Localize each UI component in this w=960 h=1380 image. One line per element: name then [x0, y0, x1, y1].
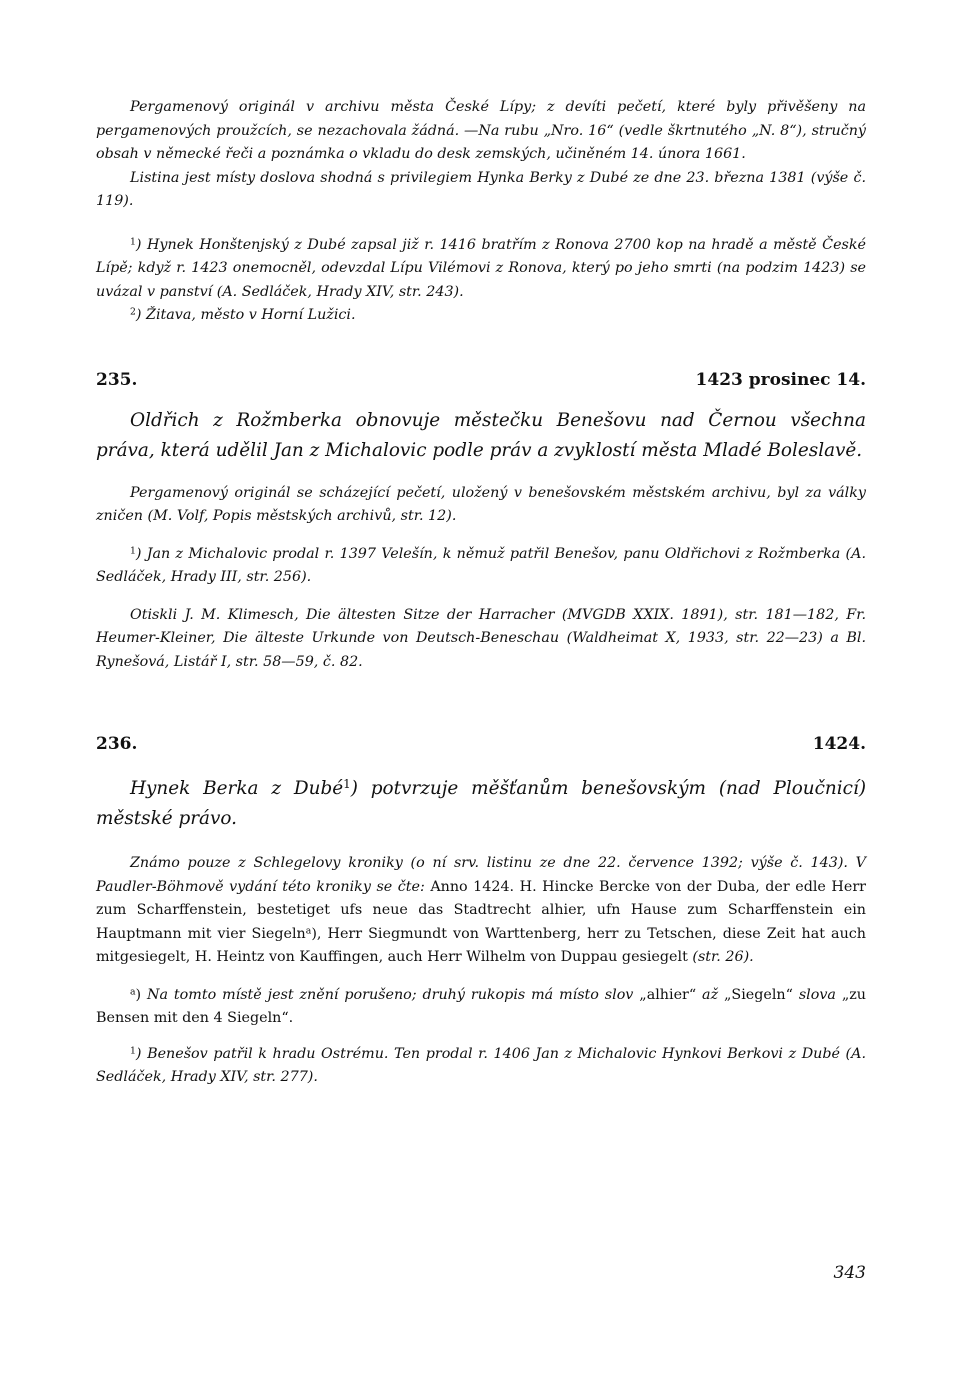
footnote-text: Na tomto místě jest znění porušeno; druhý rukopis má místo slov — [147, 986, 640, 1003]
prev-footnote-2: $^2$) Žitava, město v Horní Lužici. — [130, 306, 356, 323]
entry-236-description — [96, 852, 866, 970]
page-number: 343 — [833, 1263, 866, 1283]
footnote-text: až — [696, 986, 725, 1003]
footnote-quote: „zu Bensen mit den 4 Siegeln“. — [96, 986, 866, 1026]
summary-text: potvrzuje měšťanům benešovským (nad Ploučnicí) městské právo. — [96, 778, 867, 829]
footnote-text: Benešov patřil k hradu Ostrému. Ten prodal r. 1406 Jan z Michalovic Hynkovi Berkovi z Dubé (A. Sedláček, Hrady XIV, str. 277). — [96, 1045, 867, 1085]
footnote-text: slova — [792, 986, 842, 1003]
page-body — [96, 96, 866, 1090]
footnote-text: Jan z Michalovic prodal r. 1397 Velešín, k němuž patřil Benešov, panu Oldřichovi z Rožmberka (A. Sedláček, Hrady III, str. 256). — [96, 545, 866, 585]
prev-description-2: Listina jest místy doslova shodná s privilegiem Hynka Berky z Dubé ze dne 23. března 1381 (výše č. 119). — [96, 169, 866, 209]
footnote-mark: 2 — [130, 306, 136, 318]
footnote-mark: 1 — [130, 544, 136, 556]
entry-235-footnote-1: $^1$) Jan z Michalovic prodal r. 1397 Velešín, k němuž patřil Benešov, panu Oldřichovi z Rožmberka (A. Sedláček, Hrady III, str. 256). — [96, 544, 866, 585]
chronicle-quote: ), Herr Siegmundt von Warttenberg, herr zu Tetschen, diese Zeit hat auch mitgesiegelt, H. Heintz von Kauffingen, auch Herr Wilhelm von Duppau gesiegelt — [96, 925, 866, 965]
entry-235-editions: Otiskli J. M. Klimesch, Die ältesten Sitze der Harracher (MVGDB XXIX. 1891), str. 181—182, Fr. Heumer-Kleiner, Die älteste Urkunde von Deutsch-Beneschau (Waldheimat X, 1933, str. 22—23) a Bl. Rynešová, Listář I, str. 58—59, č. 82. — [96, 606, 866, 670]
footnote-quote: „Siegeln“ — [724, 986, 793, 1003]
footnote-mark: a — [130, 985, 136, 997]
entry-236-footnote-a: $^a$) Na tomto místě jest znění porušeno; druhý rukopis má místo slov „alhier“ až „Siegeln“ slova „zu Bensen mit den 4 Siegeln“. — [96, 985, 866, 1026]
summary-text: Hynek Berka z Dubé — [130, 778, 344, 799]
page-reference: (str. 26). — [692, 949, 754, 965]
entry-date: 1424. — [812, 734, 866, 754]
entry-236-header — [96, 734, 866, 754]
footnote-quote: „alhier“ — [639, 986, 697, 1003]
footnote-mark: 1 — [130, 235, 136, 247]
prev-footnote-1: $^1$) Hynek Honštenjský z Dubé zapsal již r. 1416 bratřím z Ronova 2700 kop na hradě a městě České Lípě; když r. 1423 onemocněl, odevzdal Lípu Vilémovi z Ronova, který po jeho smrti (na podzim 1423) se uvázal v panství (A. Sedláček, Hrady XIV, str. 243). — [96, 235, 866, 300]
footnote-mark: 1 — [343, 777, 351, 792]
entry-date: 1423 prosinec 14. — [695, 369, 866, 390]
entry-236-summary: Hynek Berka z Dubé$^1$) potvrzuje měšťanům benešovským (nad Ploučnicí) městské právo. — [96, 777, 867, 829]
entry-235-description: Pergamenový originál se scházející pečetí, uložený v benešovském městském archivu, byl za války zničen (M. Volf, Popis městských archivů, str. 12). — [96, 484, 866, 524]
prev-description-1: Pergamenový originál v archivu města České Lípy; z devíti pečetí, které byly přivěšeny na pergamenových proužcích, se nezachovala žádná. —Na rubu „Nro. 16“ (vedle škrtnutého „N. 8“), stručný obsah v německé řeči a poznámka o vkladu do desk zemských, učiněném 14. února 1661. — [96, 99, 866, 162]
footnote-mark: a — [305, 924, 312, 936]
entry-235-header — [96, 370, 866, 390]
entry-236-footnote-1: $^1$) Benešov patřil k hradu Ostrému. Ten prodal r. 1406 Jan z Michalovic Hynkovi Berkovi z Dubé (A. Sedláček, Hrady XIV, str. 277). — [96, 1044, 867, 1085]
description-intro: Známo pouze z Schlegelovy kroniky (o ní srv. listinu ze dne 22. července 1392; výše č. 143). V Paudler-Böhmově vydání této kroniky se čte: — [96, 855, 866, 895]
entry-number: 236. — [96, 734, 138, 754]
chronicle-quote: Anno 1424. H. Hincke Bercke von der Duba, der edle Herr zum Scharffenstein, bestetiget ufs neue das Stadtrecht alhier, ufn Hause zum Scharffenstein ein Hauptmann mit vier Siegeln — [96, 878, 866, 942]
footnote-text: Hynek Honštenjský z Dubé zapsal již r. 1416 bratřím z Ronova 2700 kop na hradě a městě České Lípě; když r. 1423 onemocněl, odevzdal Lípu Vilémovi z Ronova, který po jeho smrti (na podzim 1423) se uvázal v panství (A. Sedláček, Hrady XIV, str. 243). — [96, 236, 866, 300]
entry-number: 235. — [96, 369, 138, 390]
footnote-text: Žitava, město v Horní Lužici. — [146, 307, 356, 323]
footnote-mark: 1 — [130, 1044, 136, 1056]
entry-235-summary: Oldřich z Rožmberka obnovuje městečku Benešovu nad Černou všechna práva, která udělil Jan z Michalovic podle práv a zvyklostí města Mladé Boleslavě. — [96, 409, 866, 461]
